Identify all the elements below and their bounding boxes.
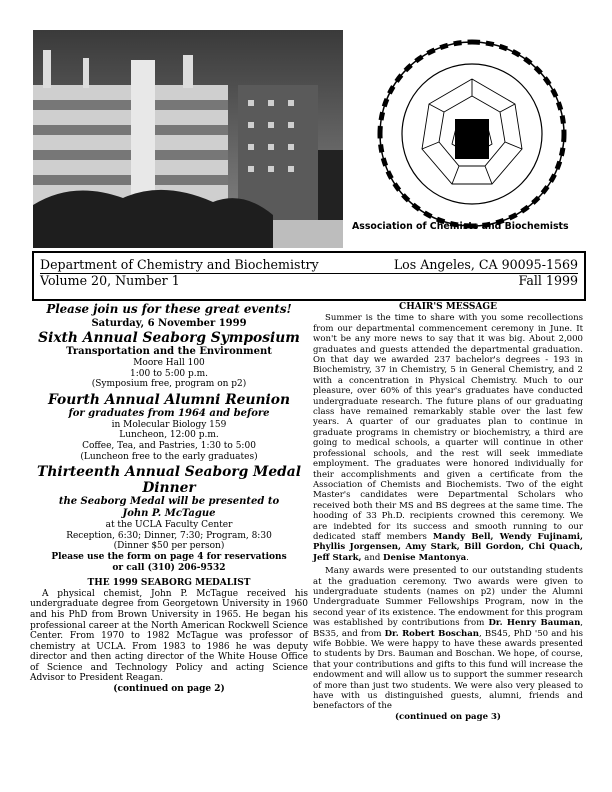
volume-number: Volume 20, Number 1 (40, 273, 180, 288)
dinner-detail: Reception, 6:30; Dinner, 7:30; Program, 8:30 (66, 530, 272, 541)
masthead-row-1 (40, 258, 578, 274)
chair-continued: (continued on page 3) (395, 711, 501, 722)
department-name: Department of Chemistry and Biochemistry (40, 257, 319, 272)
chair-paragraph-2 (313, 566, 583, 712)
chair-text: Many awards were presented to our outstanding students at the graduation ceremony. Two awards were given to undergraduate students (names on p2) under the Alumni Undergraduate Summer Fellowships Program, now in the second year of its existence. The endowment for this program was established by contributions from (313, 566, 583, 629)
reservation-note: Please use the form on page 4 for reservations (51, 551, 287, 562)
campus-building-photo-icon (33, 30, 343, 248)
medalist-name: John P. McTague (122, 508, 216, 520)
chair-text: . (466, 552, 469, 563)
chair-text: , BS35, and from (313, 618, 583, 639)
symposium-detail: 1:00 to 5:00 p.m. (129, 368, 209, 379)
fullerene-helix-emblem-icon (372, 34, 572, 234)
reunion-detail: in Molecular Biology 159 (111, 419, 227, 430)
donor-name: Dr. Henry Bauman (488, 618, 581, 629)
dinner-detail: at the UCLA Faculty Center (105, 520, 233, 531)
invite-heading: Please join us for these great events! (46, 302, 292, 316)
reunion-detail: Coffee, Tea, and Pastries, 1:30 to 5:00 (82, 440, 256, 451)
medalist-heading: THE 1999 SEABORG MEDALIST (87, 578, 251, 589)
reunion-detail: Luncheon, 12:00 p.m. (119, 430, 219, 441)
chair-paragraph-1 (313, 313, 583, 563)
chair-text: and (361, 552, 384, 563)
association-logo (372, 34, 572, 234)
donor-name: Dr. Robert Boschan (384, 628, 480, 639)
masthead (32, 251, 586, 301)
staff-name-last: Denise Mantonya (383, 552, 467, 563)
chair-text: Summer is the time to share with you some recollections from our departmental commencement ceremony in June. It won't be any more news to say that it was big. About 2,000 graduates and guests attended the departmental graduation. On that day we awarded 237 bachelor's degrees - 193 in Biochemistry, 37 in Chemistry, 5 in General Chemistry, and 2 with a concentration in Physical Chemistry. Much to our pleasure, over 60% of this year's graduates have conducted undergraduate research. The future plans of our graduating class have remained remarkably stable over the last few years. A quarter of our graduates plan to continue in graduate programs in chemistry or biochemistry, a third are going to medical schools, a quarter will continue in other professional schools, and the rest will seek immediate employment. The graduates were honored individually for their accomplishments and given a certificate from the Association of Chemists and Biochemists. Two of the eight Master's candidates were Departmental Scholars who received both their MS and BS degrees at the same time. The hooding of 33 Ph.D. recipients crowned this ceremony. We are indebted for its success and smooth running to our dedicated staff members (313, 313, 583, 542)
masthead-row-2 (40, 274, 578, 289)
chair-column (313, 302, 583, 722)
medal-dinner-subtitle: the Seaborg Medal will be presented to (58, 496, 280, 508)
dinner-detail: (Dinner $50 per person) (113, 541, 225, 552)
medalist-body: A physical chemist, John P. McTague received his undergraduate degree from Georgetown University in 1960 and his PhD from Brown University in 1965. He began his professional career at the North American Rockwell Science Center. From 1970 to 1982 McTague was professor of chemistry at UCLA. From 1983 to 1986 he was deputy director and then acting director of the White House Office of Science and Technology Policy and acting Science Advisor to President Reagan. (30, 588, 308, 684)
medal-dinner-title-1: Thirteenth Annual Seaborg Medal (37, 464, 301, 481)
chair-text: , BS45, PhD '50 and his wife Bobbie. We were happy to have these awards presented to students by Drs. Bauman and Boschan. We hope, of course, that your contributions and gifts to this fund will increase the endowment and will allow us to support the summer research of more than just two students. We were also very pleased to have with us distinguished guests, alumni, friends and benefactors of the (313, 628, 583, 712)
reunion-subtitle: for graduates from 1964 and before (68, 407, 270, 419)
events-column (30, 302, 308, 695)
chair-heading: CHAIR'S MESSAGE (399, 302, 497, 312)
location: Los Angeles, CA 90095-1569 (393, 257, 578, 272)
campus-building-photo (33, 30, 343, 248)
association-name: Association of Chemists and Biochemists (352, 221, 569, 232)
reunion-title: Fourth Annual Alumni Reunion (48, 391, 290, 408)
reservation-phone: or call (310) 206-9532 (112, 562, 226, 573)
staff-names: Mandy Bell, Wendy Fujinami, Phyllis Jorgensen, Amy Stark, Bill Gordon, Chi Quach, Jeff Stark, (313, 531, 583, 563)
medalist-continued: (continued on page 2) (113, 684, 225, 695)
symposium-detail: Moore Hall 100 (133, 358, 205, 368)
reunion-detail: (Luncheon free to the early graduates) (80, 451, 258, 462)
symposium-detail: (Symposium free, program on p2) (91, 379, 247, 390)
medal-dinner-title-2: Dinner (142, 480, 196, 497)
issue-date: Fall 1999 (518, 273, 578, 288)
symposium-title: Sixth Annual Seaborg Symposium (38, 330, 300, 346)
event-date: Saturday, 6 November 1999 (91, 318, 247, 329)
symposium-subtitle: Transportation and the Environment (66, 346, 272, 357)
